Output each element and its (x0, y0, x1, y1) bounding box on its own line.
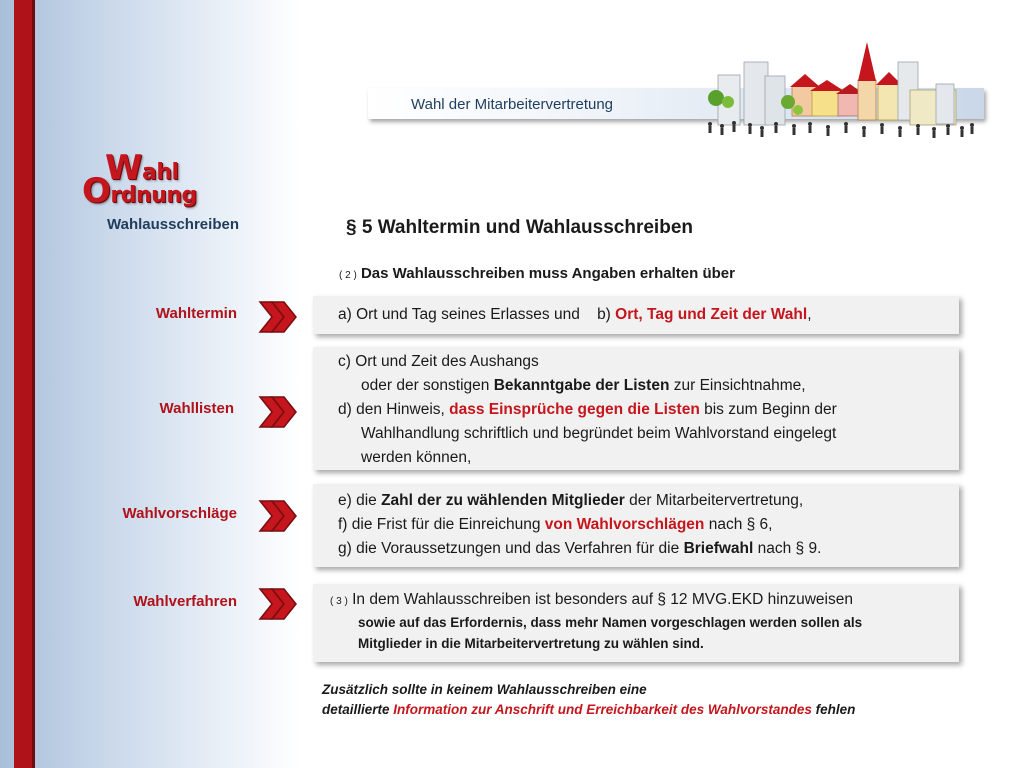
item-c-line2-pre: oder der sonstigen (361, 377, 490, 394)
left-red-bar-edge (32, 0, 35, 768)
paragraph-number: ( 2 ) (339, 270, 357, 281)
side-label-wahllisten: Wahllisten (159, 400, 234, 417)
section-title: § 5 Wahltermin und Wahlausschreiben (346, 217, 693, 238)
item-f-post: nach § 6, (708, 516, 773, 533)
intro-line (339, 265, 735, 282)
paragraph-3-line3: Mitglieder in die Mitarbeitervertretung zu wählen sind. (358, 636, 704, 651)
left-red-bar (14, 0, 32, 768)
footnote-highlight: Information zur Anschrift und Erreichbarkeit des Wahlvorstandes (393, 702, 812, 717)
intro-text: Das Wahlausschreiben muss Angaben erhalten über (360, 265, 735, 282)
double-chevron-right-icon (258, 395, 298, 429)
item-g-pre: g) die Voraussetzungen und das Verfahren für die (338, 540, 680, 557)
item-c-line2 (338, 374, 959, 398)
footnote-line1: Zusätzlich sollte in keinem Wahlausschreiben eine (322, 682, 647, 697)
wahlordnung-logo (80, 148, 220, 218)
item-d-line2: Wahlhandlung schriftlich und begründet beim Wahlvorstand eingelegt (361, 425, 837, 442)
footnote-line2-post: fehlen (815, 702, 856, 717)
side-label-wahlverfahren: Wahlverfahren (133, 593, 237, 610)
item-g-post: nach § 9. (757, 540, 822, 557)
item-f-pre: f) die Frist für die Einreichung (338, 516, 541, 533)
item-d-pre: d) den Hinweis, (338, 401, 445, 418)
item-e-post: der Mitarbeitervertretung, (629, 492, 804, 509)
item-e (338, 489, 959, 513)
box-wahltermin (313, 296, 959, 334)
footnote-line2-pre: detaillierte (322, 702, 390, 717)
logo-cap-o: O (82, 171, 111, 211)
item-a-text: a) Ort und Tag seines Erlasses und (338, 306, 580, 323)
paragraph-3-line1 (330, 589, 959, 612)
town-illustration-icon (700, 40, 984, 145)
logo-rest-rdnung: rdnung (110, 183, 197, 208)
logo-line-2 (82, 171, 197, 211)
item-b-highlight: Ort, Tag und Zeit der Wahl (615, 306, 808, 323)
item-g-bold: Briefwahl (683, 540, 754, 557)
item-g (338, 537, 959, 561)
item-c-line1: c) Ort und Zeit des Aushangs (338, 353, 539, 370)
footnote-line2 (322, 700, 855, 720)
logo-cap-w: W (105, 148, 143, 188)
box-wahlverfahren (313, 584, 959, 662)
item-c-line2-post: zur Einsichtnahme, (673, 377, 806, 394)
item-e-pre: e) die (338, 492, 377, 509)
item-d-line1 (338, 398, 959, 422)
item-d-highlight: dass Einsprüche gegen die Listen (449, 401, 700, 418)
item-d-line3: werden können, (361, 449, 472, 466)
box-wahllisten (313, 347, 959, 470)
logo-rest-ahl: ahl (142, 160, 179, 185)
left-gradient-panel (0, 0, 300, 768)
item-c-line2-bold: Bekanntgabe der Listen (493, 377, 670, 394)
double-chevron-right-icon (258, 587, 298, 621)
item-b-suffix: , (807, 306, 812, 323)
paragraph-3-line2: sowie auf das Erfordernis, dass mehr Namen vorgeschlagen werden sollen als (358, 615, 863, 630)
header-title: Wahl der Mitarbeitervertretung (411, 96, 614, 113)
sub-label: Wahlausschreiben (107, 216, 239, 233)
double-chevron-right-icon (258, 300, 298, 334)
item-d-post: bis zum Beginn der (704, 401, 837, 418)
item-b-prefix: b) (597, 306, 611, 323)
item-e-bold: Zahl der zu wählenden Mitglieder (381, 492, 625, 509)
footnote (322, 680, 855, 720)
item-a-b (338, 303, 959, 327)
double-chevron-right-icon (258, 499, 298, 533)
side-label-wahlvorschlaege: Wahlvorschläge (122, 505, 237, 522)
item-f (338, 513, 959, 537)
paragraph-3-number: ( 3 ) (330, 596, 348, 607)
paragraph-3-text: In dem Wahlausschreiben ist besonders auf § 12 MVG.EKD hinzuweisen (352, 591, 853, 608)
side-label-wahltermin: Wahltermin (155, 305, 237, 322)
box-wahlvorschlaege (313, 484, 959, 567)
item-f-highlight: von Wahlvorschlägen (544, 516, 705, 533)
